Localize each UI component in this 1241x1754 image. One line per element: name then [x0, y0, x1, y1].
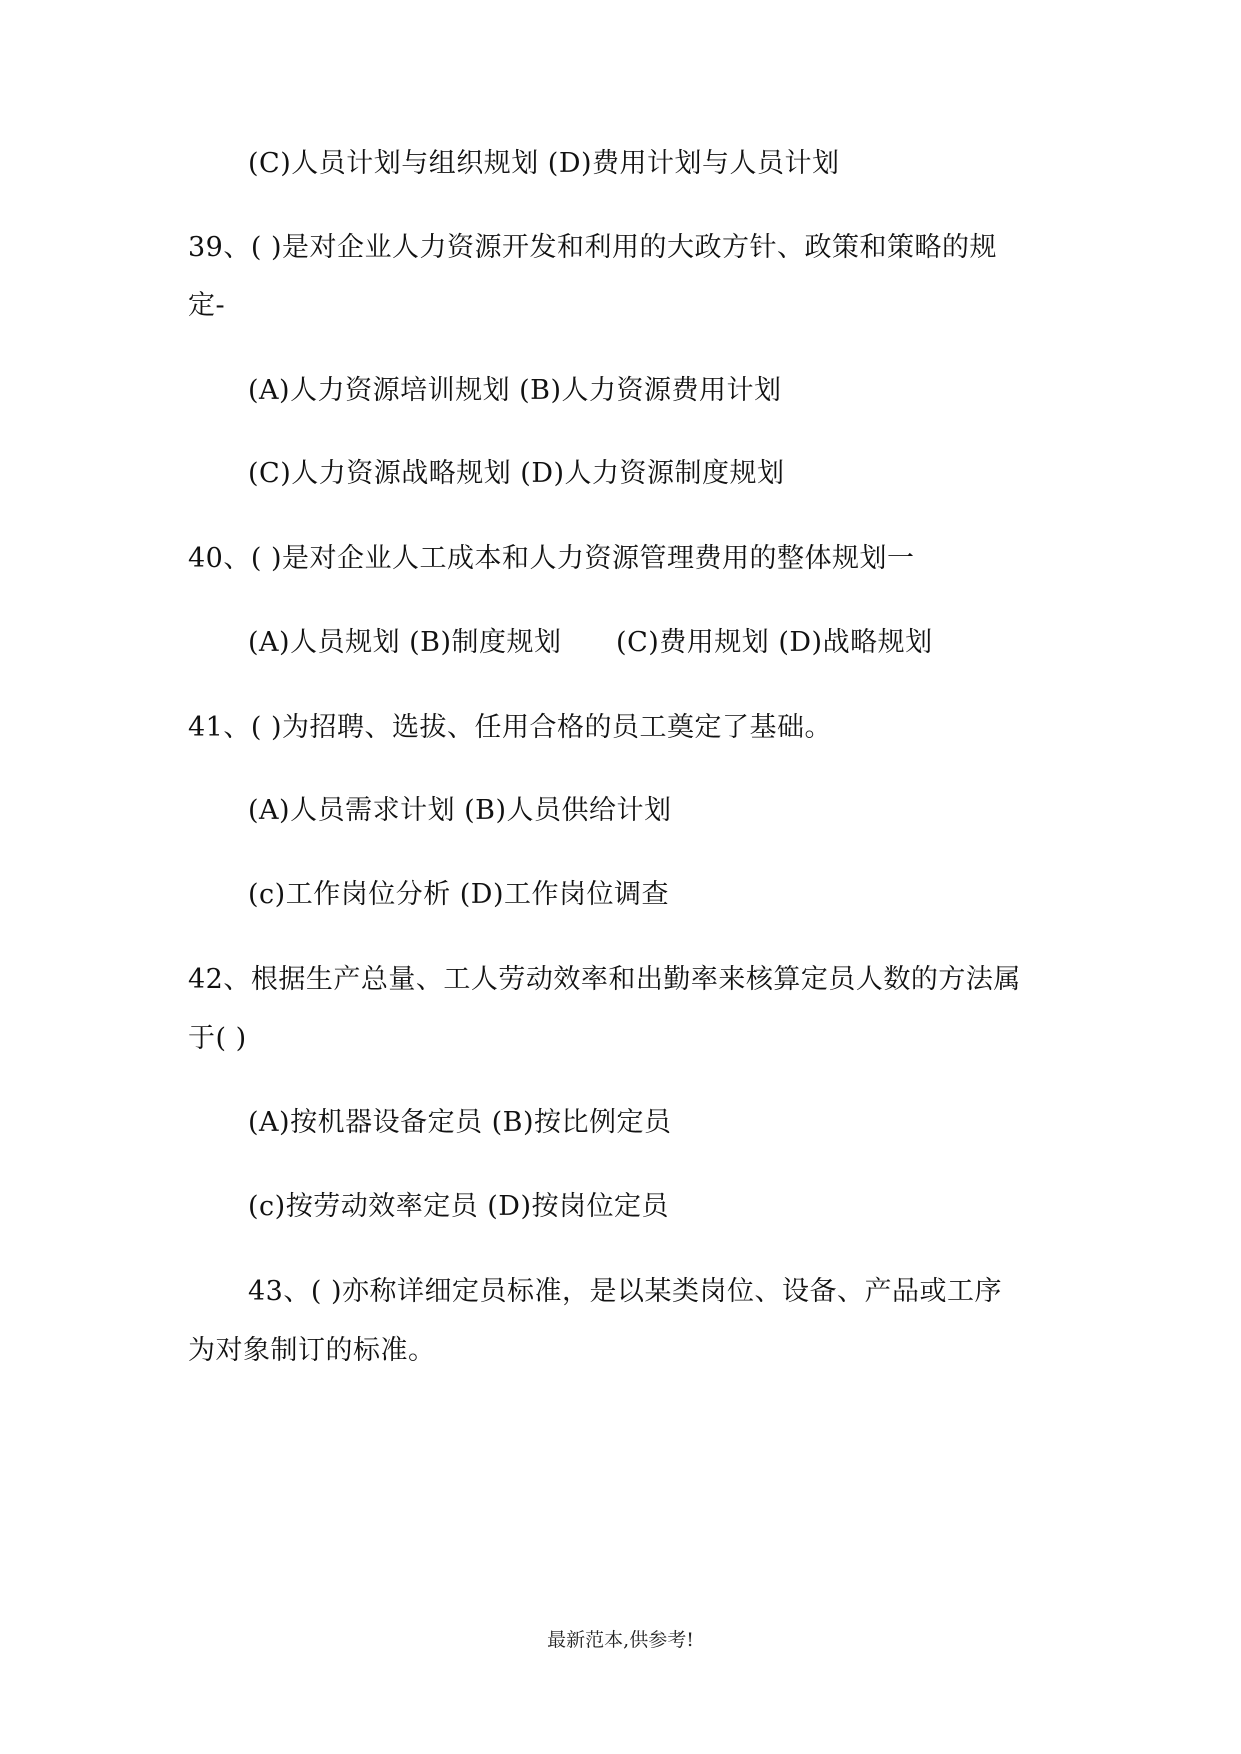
option-line: (A)人力资源培训规划 (B)人力资源费用计划: [248, 375, 782, 406]
page-footer: 最新范本,供参考!: [547, 1629, 694, 1651]
option-line: (A)人员规划 (B)制度规划 (C)费用规划 (D)战略规划: [248, 627, 933, 658]
question-43-continued: 为对象制订的标准。: [188, 1335, 436, 1366]
question-39-continued: 定-: [188, 290, 226, 321]
question-40: 40、( )是对企业人工成本和人力资源管理费用的整体规划一: [188, 543, 915, 574]
option-line: (C)人力资源战略规划 (D)人力资源制度规划: [248, 458, 785, 489]
question-43: 43、( )亦称详细定员标准，是以某类岗位、设备、产品或工序: [248, 1276, 1003, 1307]
question-41: 41、( )为招聘、选拔、任用合格的员工奠定了基础。: [188, 712, 833, 743]
option-line: (c)按劳动效率定员 (D)按岗位定员: [248, 1191, 669, 1222]
question-42: 42、根据生产总量、工人劳动效率和出勤率来核算定员人数的方法属: [188, 964, 1021, 995]
option-line: (c)工作岗位分析 (D)工作岗位调查: [248, 879, 669, 910]
question-39: 39、( )是对企业人力资源开发和利用的大政方针、政策和策略的规: [188, 232, 998, 263]
option-line: (A)人员需求计划 (B)人员供给计划: [248, 795, 672, 826]
question-42-continued: 于( ): [188, 1023, 247, 1054]
option-line: (C)人员计划与组织规划 (D)费用计划与人员计划: [248, 148, 840, 179]
option-line: (A)按机器设备定员 (B)按比例定员: [248, 1107, 672, 1138]
